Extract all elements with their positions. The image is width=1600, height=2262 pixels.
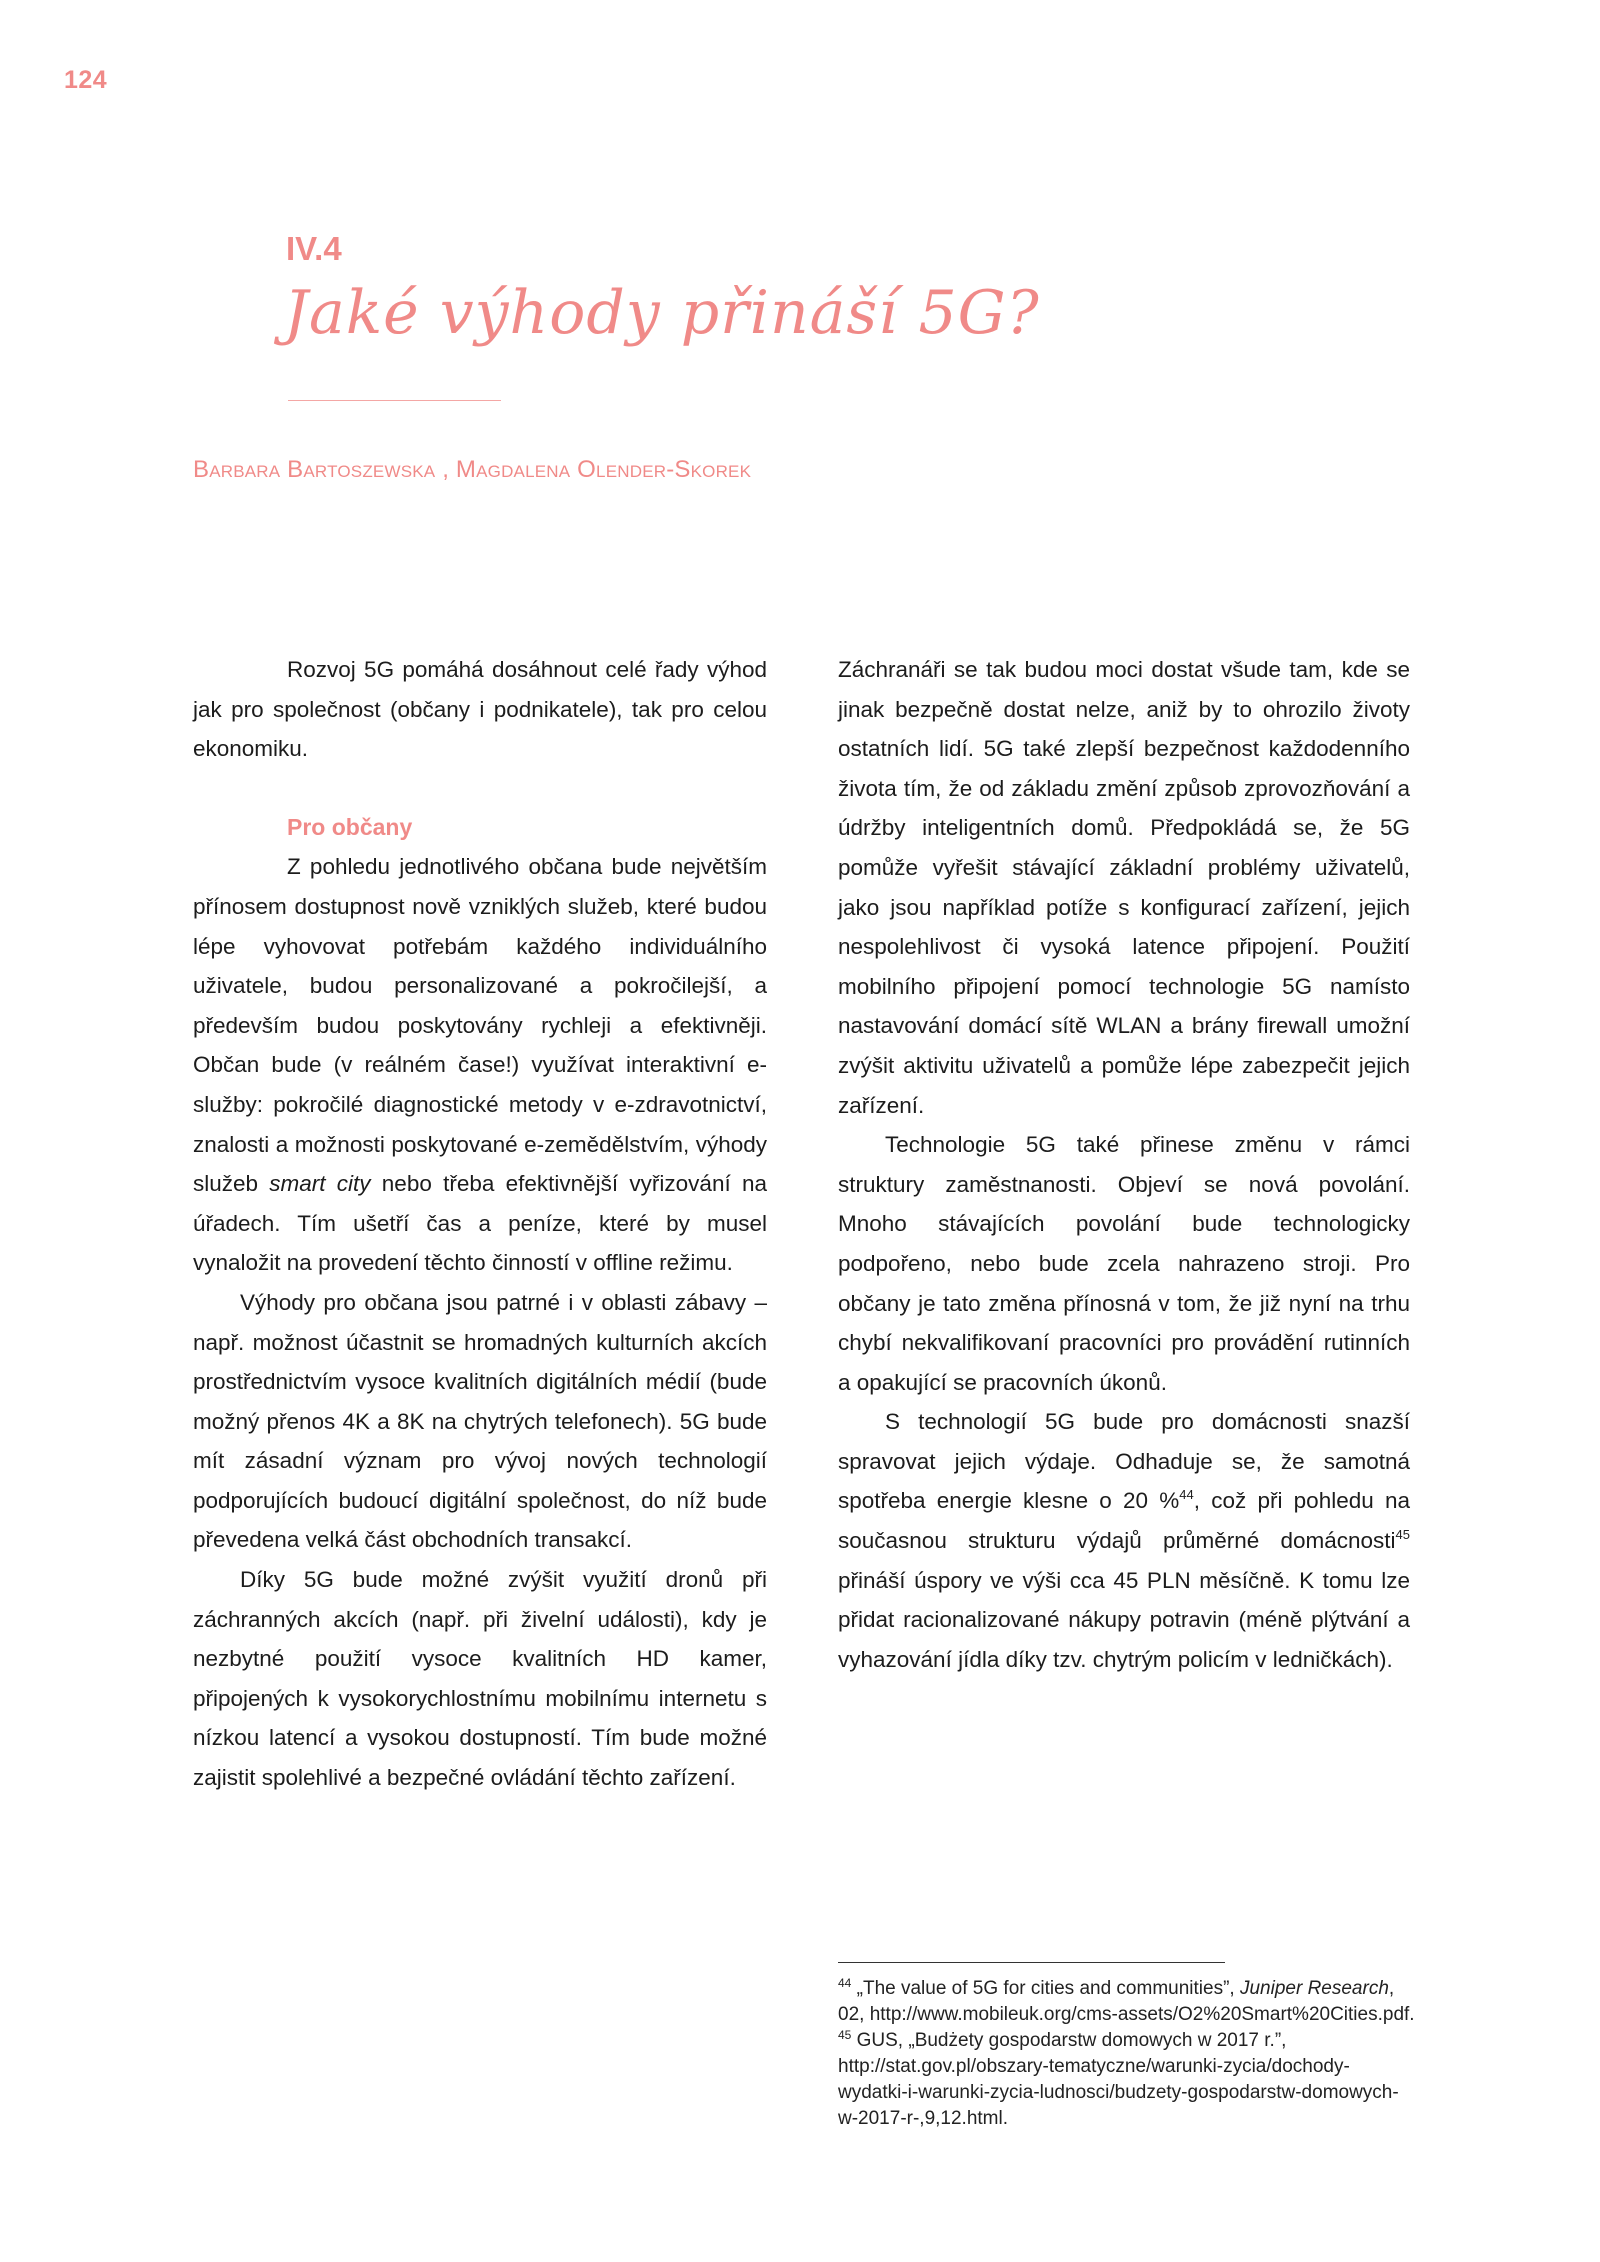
chapter-number: IV.4	[286, 230, 342, 267]
paragraph-text: přináší úspory ve výši cca 45 PLN měsíčně. K tomu lze přidat racionalizované nákupy potravin (méně plýtvání a vyhazování jídla díky tzv. chytrým policím v ledničkách).	[838, 1567, 1410, 1672]
footnote-reference-44[interactable]: 44	[1179, 1487, 1194, 1503]
page-number: 124	[64, 66, 108, 94]
footnote-45	[838, 2028, 1418, 2132]
paragraph-employment: Technologie 5G také přinese změnu v rámci struktury zaměstnanosti. Objeví se nová povolání. Mnoho stávajících povolání bude technologicky podpořeno, nebo bude zcela nahrazeno stroji. Pro občany je tato změna přínosná v tom, že již nyní na trhu chybí nekvalifikovaní pracovníci pro provádění rutinních a opakující se pracovních úkonů.	[838, 1132, 1410, 1395]
footnote-reference-45[interactable]: 45	[1395, 1527, 1410, 1543]
title-underline-divider	[288, 400, 501, 401]
chapter-authors: Barbara Bartoszewska , Magdalena Olender-Skorek	[193, 456, 752, 483]
intro-paragraph: Rozvoj 5G pomáhá dosáhnout celé řady výhod jak pro společnost (občany i podnikatele), tak pro celou ekonomiku.	[193, 657, 767, 762]
section-heading-pro-obcany: Pro občany	[287, 813, 413, 840]
paragraph-text: S technologií 5G bude pro domácnosti snazší spravovat jejich výdaje. Odhaduje se, že samotná spotřeba energie klesne o 20 %	[838, 1409, 1410, 1514]
paragraph-drones: Díky 5G bude možné zvýšit využití dronů při záchranných akcích (např. při živelní události), kdy je nezbytné použití vysoce kvalitních HD kamer, připojených k vysokorychlostnímu mobilnímu internetu s nízkou latencí a vysokou dostupností. Tím bude možné zajistit spolehlivé a bezpečné ovládání těchto zařízení.	[193, 1567, 767, 1791]
footnote-number: 45	[838, 2028, 852, 2042]
paragraph-citizens-benefits	[193, 847, 767, 1283]
right-text-column	[838, 650, 1410, 1679]
footnote-separator	[838, 1962, 1225, 1963]
emphasis-smart-city: smart city	[269, 1171, 371, 1197]
paragraph-text: nebo třeba efektivnější vyřizování na úřadech. Tím ušetří čas a peníze, které by musel vynaložit na provedení těchto činností v offline režimu.	[193, 1171, 767, 1276]
paragraph-text: , což při pohledu na současnou strukturu výdajů průměrné domácnosti	[838, 1488, 1410, 1554]
paragraph-drones-continued: Záchranáři se tak budou moci dostat všude tam, kde se jinak bezpečně dostat nelze, aniž by to ohrozilo životy ostatních lidí. 5G také zlepší bezpečnost každodenního života tím, že od základu změní způsob zprovozňování a údržby inteligentních domů. Předpokládá se, že 5G pomůže vyřešit stávající základní problémy uživatelů, jako jsou například potíže s konfigurací zařízení, jejich nespolehlivost či vysoká latence připojení. Použití mobilního připojení pomocí technologie 5G namísto nastavování domácí sítě WLAN a brány firewall umožní zvýšit aktivitu uživatelů a pomůže lépe zabezpečit jejich zařízení.	[838, 657, 1410, 1118]
paragraph-household-savings	[838, 1402, 1410, 1679]
paragraph-text: Z pohledu jednotlivého občana bude největším přínosem dostupnost nově vzniklých služeb, které budou lépe vyhovovat potřebám každého individuálního uživatele, budou personalizované a pokročilejší, a především budou poskytovány rychleji a efektivněji. Občan bude (v reálném čase!) využívat interaktivní e-služby: pokročilé diagnostické metody v e-zdravotnictví, znalosti a možnosti poskytované e-zemědělstvím, výhody služeb	[193, 854, 767, 1197]
footnote-source-italic: Juniper Research	[1239, 1978, 1389, 1999]
footnote-text: „The value of 5G for cities and communities”,	[851, 1978, 1240, 1999]
paragraph-entertainment: Výhody pro občana jsou patrné i v oblasti zábavy – např. možnost účastnit se hromadných kulturních akcích prostřednictvím vysoce kvalitních digitálních médií (bude možný přenos 4K a 8K na chytrých telefonech). 5G bude mít zásadní význam pro vývoj nových technologií podporujících budoucí digitální společnost, do níž bude převedena velká část obchodních transakcí.	[193, 1289, 767, 1553]
footnotes	[838, 1976, 1418, 2132]
footnote-link-text[interactable]: , 02, http://www.mobileuk.org/cms-assets/O2%20Smart%20Cities.pdf.	[838, 1978, 1415, 2025]
footnote-link-text[interactable]: GUS, „Budżety gospodarstw domowych w 2017 r.”, http://stat.gov.pl/obszary-tematyczne/warunki-zycia/dochody-wydatki-i-warunki-zycia-ludnosci/budzety-gospodarstw-domowych-w-2017-r-,9,12.html.	[838, 2030, 1399, 2129]
chapter-title: Jaké výhody přináší 5G?	[284, 278, 1040, 348]
footnote-44	[838, 1976, 1418, 2028]
left-text-column	[193, 650, 767, 1798]
footnote-number: 44	[838, 1976, 852, 1990]
